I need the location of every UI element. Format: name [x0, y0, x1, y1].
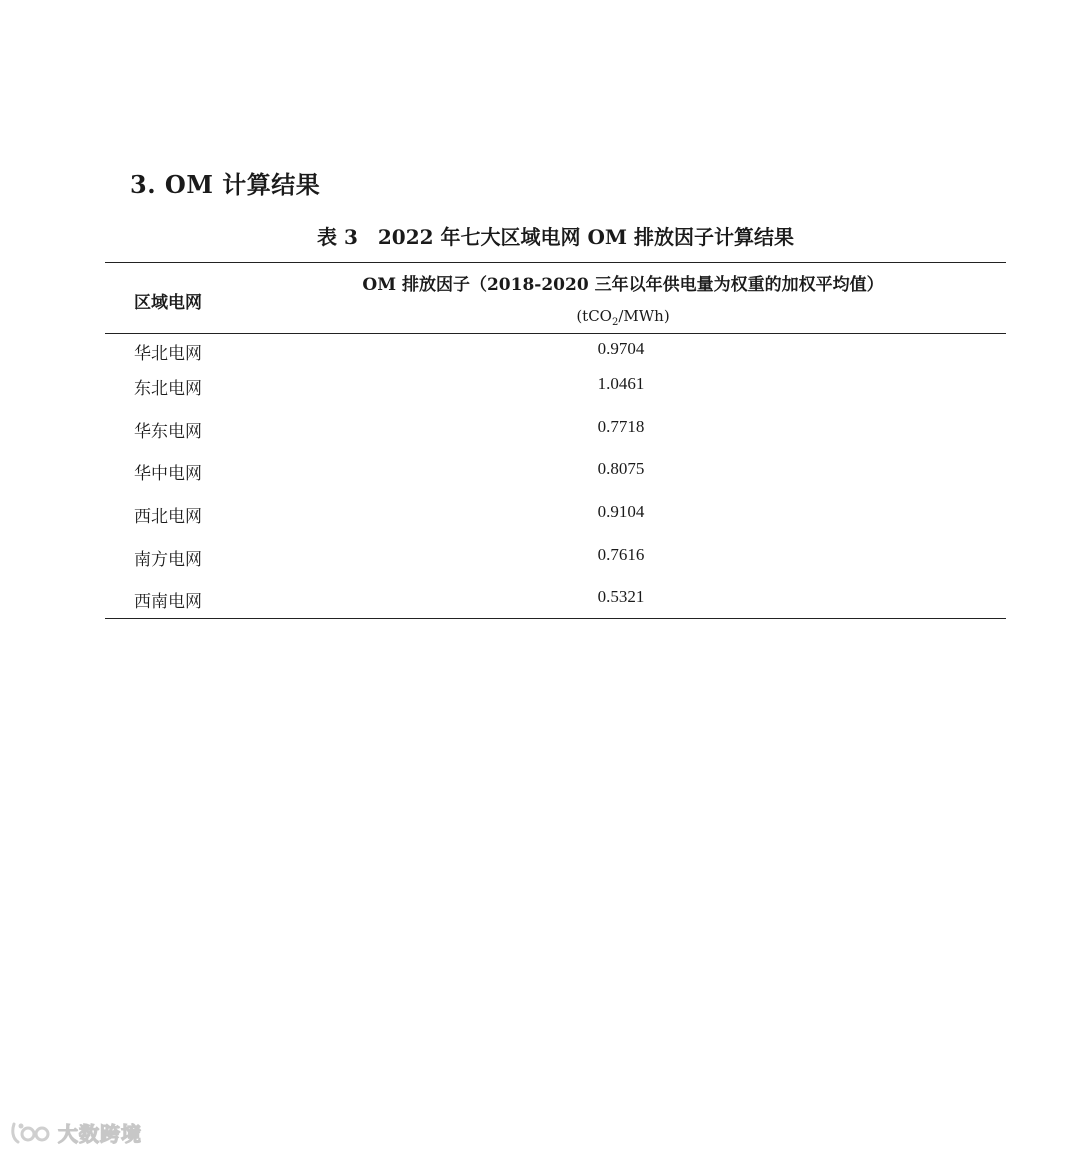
row-region-name: 华中电网: [134, 464, 202, 484]
row-region-name: 华东电网: [134, 422, 202, 442]
unit-subscript: 2: [611, 317, 619, 328]
table-row: [0, 502, 1080, 526]
table-caption: 表 3 2022 年七大区域电网 OM 排放因子计算结果: [317, 225, 794, 249]
row-region-name: 西北电网: [134, 507, 202, 527]
row-om-value: 0.5321: [597, 587, 645, 606]
column-header-region: 区域电网: [134, 293, 202, 313]
row-region-name: 西南电网: [134, 592, 202, 612]
table-bottom-rule: [105, 618, 1006, 619]
table-row: [0, 339, 1080, 363]
row-om-value: 0.7616: [597, 545, 645, 564]
table-row: [0, 459, 1080, 483]
row-om-value: 1.0461: [597, 374, 645, 393]
row-om-value: 0.9704: [597, 339, 645, 358]
table-row: [0, 374, 1080, 398]
brand-logo-icon: [10, 1120, 54, 1146]
section-heading: 3. OM 计算结果: [130, 170, 321, 199]
row-om-value: 0.7718: [597, 417, 645, 436]
row-region-name: 南方电网: [134, 550, 202, 570]
unit-prefix: (tCO: [576, 307, 612, 325]
row-region-name: 华北电网: [134, 344, 202, 364]
row-om-value: 0.8075: [597, 459, 645, 478]
table-header-rule: [105, 333, 1006, 334]
column-header-unit: [240, 307, 1006, 328]
column-header-om-factor: OM 排放因子（2018-2020 三年以年供电量为权重的加权平均值）: [362, 275, 884, 295]
table-row: [0, 587, 1080, 611]
unit-suffix: /MWh): [618, 307, 670, 325]
table-row: [0, 417, 1080, 441]
row-region-name: 东北电网: [134, 379, 202, 399]
watermark-text: 大数跨境: [58, 1122, 142, 1146]
table-row: [0, 545, 1080, 569]
table-top-rule: [105, 262, 1006, 263]
watermark: [10, 1118, 142, 1147]
row-om-value: 0.9104: [597, 502, 645, 521]
